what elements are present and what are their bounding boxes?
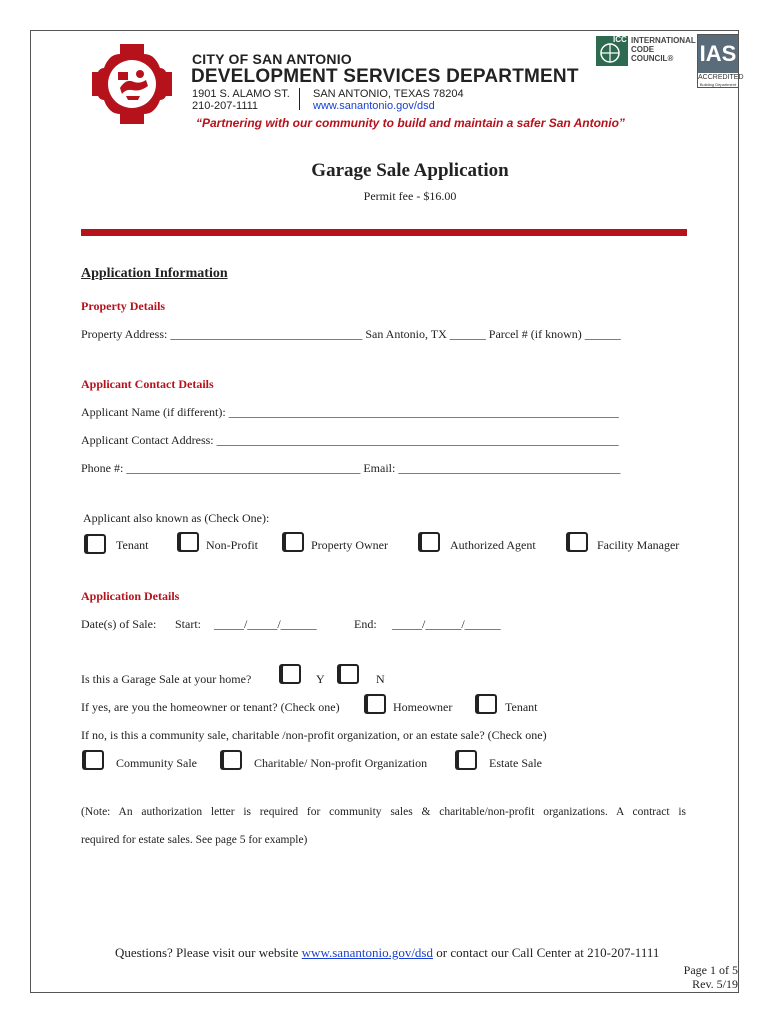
checkbox-non-profit[interactable] bbox=[179, 532, 199, 552]
checkbox-community-sale[interactable] bbox=[84, 750, 104, 770]
checkbox-no[interactable] bbox=[339, 664, 359, 684]
checkbox-tenant-2[interactable] bbox=[477, 694, 497, 714]
page-title: Garage Sale Application bbox=[311, 160, 509, 181]
option-tenant-label: Tenant bbox=[116, 538, 149, 552]
page-number: Page 1 of 5 bbox=[683, 963, 738, 977]
icc-line3: COUNCIL® bbox=[631, 54, 674, 63]
end-label: End: bbox=[354, 617, 377, 631]
note-line1: (Note: An authorization letter is required for community sales & charitable/non-profit organizations. A contract is bbox=[81, 806, 686, 818]
header-phone: 210-207-1111 bbox=[192, 100, 259, 112]
ias-logo bbox=[697, 34, 744, 88]
yes-label: Y bbox=[316, 672, 325, 686]
org-line1: CITY OF SAN ANTONIO bbox=[192, 51, 352, 67]
ias-abbr: IAS bbox=[698, 35, 738, 73]
tenant-label-2: Tenant bbox=[505, 700, 538, 714]
dates-label: Date(s) of Sale: bbox=[81, 617, 157, 631]
checkbox-yes[interactable] bbox=[281, 664, 301, 684]
address-street: 1901 S. ALAMO ST. bbox=[192, 88, 290, 100]
heading-applicant-contact: Applicant Contact Details bbox=[81, 377, 214, 391]
footer-questions-suffix: or contact our Call Center at 210-207-1111 bbox=[436, 945, 660, 960]
start-date-field[interactable]: _____/_____/______ bbox=[214, 617, 317, 631]
address-city: SAN ANTONIO, TEXAS 78204 bbox=[313, 88, 464, 100]
icc-text bbox=[631, 36, 696, 63]
phone-email-field[interactable]: Phone #: _______________________________________ Email: _____________________________________ bbox=[81, 461, 621, 475]
note-line2: required for estate sales. See page 5 for example) bbox=[81, 834, 308, 846]
checkbox-property-owner[interactable] bbox=[284, 532, 304, 552]
no-label: N bbox=[376, 672, 385, 686]
property-address-field[interactable]: Property Address: ________________________________ San Antonio, TX ______ Parcel # (if known) ______ bbox=[81, 327, 621, 341]
ias-accredited: ACCREDITED bbox=[698, 74, 744, 81]
city-seal-logo bbox=[90, 42, 174, 126]
checkbox-tenant[interactable] bbox=[86, 534, 106, 554]
section-application-info: Application Information bbox=[81, 266, 228, 281]
estate-sale-label: Estate Sale bbox=[489, 756, 542, 770]
start-label: Start: bbox=[175, 617, 201, 631]
tagline: “Partnering with our community to build and maintain a safer San Antonio” bbox=[196, 116, 625, 130]
icc-line1: INTERNATIONAL bbox=[631, 36, 696, 45]
home-or-tenant-question: If yes, are you the homeowner or tenant? (Check one) bbox=[81, 700, 340, 714]
checkbox-charitable[interactable] bbox=[222, 750, 242, 770]
checkbox-facility-manager[interactable] bbox=[568, 532, 588, 552]
heading-application-details: Application Details bbox=[81, 589, 180, 603]
header-website-link[interactable]: www.sanantonio.gov/dsd bbox=[313, 100, 435, 112]
icc-line2: CODE bbox=[631, 45, 655, 54]
option-property-owner-label: Property Owner bbox=[311, 538, 388, 552]
end-date-field[interactable]: _____/______/______ bbox=[392, 617, 501, 631]
known-as-label: Applicant also known as (Check One): bbox=[83, 511, 270, 525]
header-rule bbox=[81, 229, 687, 236]
community-sale-label: Community Sale bbox=[116, 756, 197, 770]
charitable-label: Charitable/ Non-profit Organization bbox=[254, 756, 428, 770]
checkbox-estate-sale[interactable] bbox=[457, 750, 477, 770]
icc-abbr: ICC bbox=[613, 35, 627, 44]
applicant-address-field[interactable]: Applicant Contact Address: ___________________________________________________________________ bbox=[81, 433, 619, 447]
community-question: If no, is this a community sale, charitable /non-profit organization, or an estate sale? (Check one) bbox=[81, 728, 547, 742]
home-question: Is this a Garage Sale at your home? bbox=[81, 672, 252, 686]
checkbox-homeowner[interactable] bbox=[366, 694, 386, 714]
revision: Rev. 5/19 bbox=[692, 977, 738, 991]
option-non-profit-label: Non-Profit bbox=[206, 538, 258, 552]
footer-questions-prefix: Questions? Please visit our website bbox=[115, 945, 299, 960]
footer-questions bbox=[115, 945, 659, 961]
option-authorized-agent-label: Authorized Agent bbox=[450, 538, 536, 552]
ias-building-dept: Building Department bbox=[699, 82, 737, 87]
checkbox-authorized-agent[interactable] bbox=[420, 532, 440, 552]
option-facility-manager-label: Facility Manager bbox=[597, 538, 680, 552]
permit-fee: Permit fee - $16.00 bbox=[363, 189, 457, 203]
org-line2: DEVELOPMENT SERVICES DEPARTMENT bbox=[191, 66, 579, 87]
footer-website-link[interactable]: www.sanantonio.gov/dsd bbox=[301, 945, 433, 960]
applicant-name-field[interactable]: Applicant Name (if different): _________________________________________________________________ bbox=[81, 405, 619, 419]
heading-property-details: Property Details bbox=[81, 299, 166, 313]
homeowner-label: Homeowner bbox=[393, 700, 453, 714]
header-divider bbox=[299, 88, 300, 110]
